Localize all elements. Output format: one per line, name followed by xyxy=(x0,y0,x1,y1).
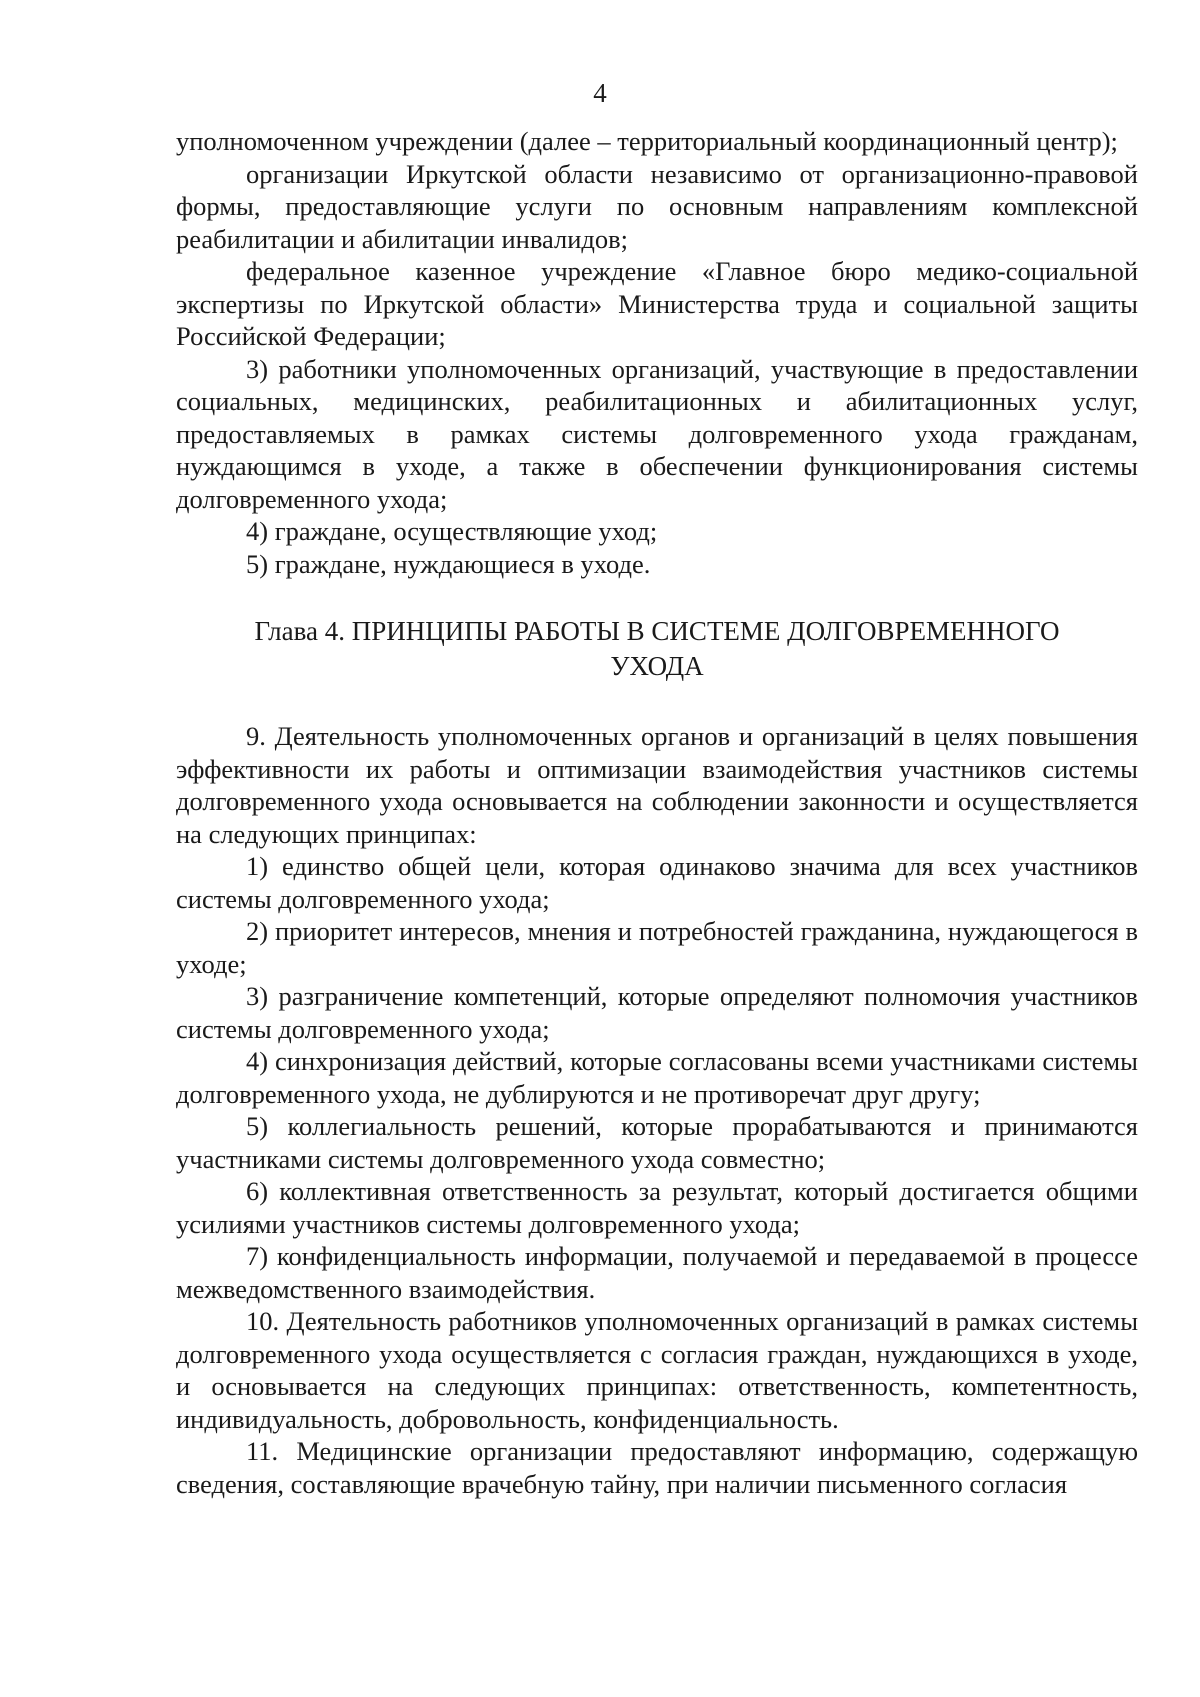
page-number: 4 xyxy=(593,78,607,108)
paragraph-clause-10: 10. Деятельность работников уполномоченных организаций в рамках системы долговременного ухода осуществляется с согласия граждан, нуждающихся в уходе, и основывается на следующих принципах: ответственность, компетентность, индивидуальность, добровольность, конфиденциальность. xyxy=(176,1306,1138,1434)
paragraph-principle-4: 4) синхронизация действий, которые согласованы всеми участниками системы долговременного ухода, не дублируются и не противоречат друг другу; xyxy=(176,1046,1138,1109)
paragraph-item-3-workers: 3) работники уполномоченных организаций, участвующие в предоставлении социальных, медицинских, реабилитационных и абилитационных услуг, предоставляемых в рамках системы долговременного ухода гражданам, нуждающимся в уходе, а также в обеспечении функционирования системы долговременного ухода; xyxy=(176,353,1138,514)
chapter-heading-line-2: УХОДА xyxy=(610,651,704,681)
paragraph-organizations: организации Иркутской области независимо от организационно-правовой формы, предоставляющие услуги по основным направлениям комплексной реабилитации и абилитации инвалидов; xyxy=(176,158,1138,254)
paragraph-principle-3: 3) разграничение компетенций, которые определяют полномочия участников системы долговременного ухода; xyxy=(176,981,1138,1044)
paragraph-clause-11: 11. Медицинские организации предоставляют информацию, содержащую сведения, составляющие врачебную тайну, при наличии письменного согласия xyxy=(176,1436,1138,1499)
paragraph-principle-6: 6) коллективная ответственность за результат, который достигается общими усилиями участников системы долговременного ухода; xyxy=(176,1176,1138,1239)
paragraph-item-4-caregivers: 4) граждане, осуществляющие уход; xyxy=(246,516,658,546)
paragraph-continuation: уполномоченном учреждении (далее – территориальный координационный центр); xyxy=(176,126,1118,156)
paragraph-principle-1: 1) единство общей цели, которая одинаково значима для всех участников системы долговременного ухода; xyxy=(176,851,1138,914)
paragraph-clause-9: 9. Деятельность уполномоченных органов и организаций в целях повышения эффективности их работы и оптимизации взаимодействия участников системы долговременного ухода основывается на соблюдении законности и осуществляется на следующих принципах: xyxy=(176,721,1138,849)
paragraph-principle-7: 7) конфиденциальность информации, получаемой и передаваемой в процессе межведомственного взаимодействия. xyxy=(176,1241,1138,1304)
chapter-heading xyxy=(176,614,1138,684)
paragraph-principle-2: 2) приоритет интересов, мнения и потребностей гражданина, нуждающегося в уходе; xyxy=(176,916,1138,979)
paragraph-item-5-care-recipients: 5) граждане, нуждающиеся в уходе. xyxy=(246,548,651,579)
paragraph-principle-5: 5) коллегиальность решений, которые прорабатываются и принимаются участниками системы долговременного ухода совместно; xyxy=(176,1111,1138,1174)
document-body xyxy=(176,125,1138,1500)
chapter-heading-line-1: Глава 4. ПРИНЦИПЫ РАБОТЫ В СИСТЕМЕ ДОЛГОВРЕМЕННОГО xyxy=(254,616,1060,646)
paragraph-federal-institution: федеральное казенное учреждение «Главное бюро медико-социальной экспертизы по Иркутской области» Министерства труда и социальной защиты Российской Федерации; xyxy=(176,256,1138,351)
